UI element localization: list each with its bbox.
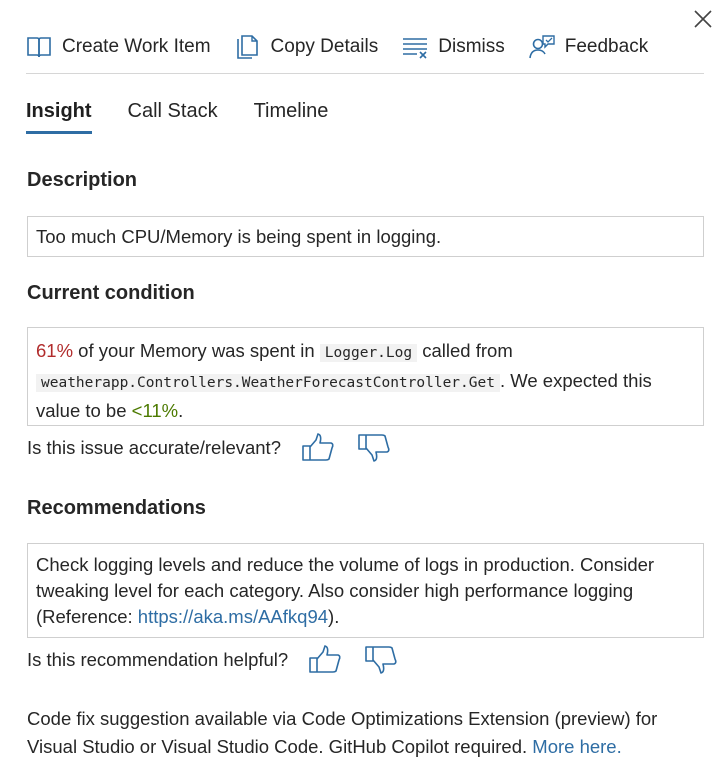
tab-call-stack[interactable]: Call Stack (127, 100, 218, 122)
close-icon[interactable] (692, 8, 714, 30)
thumbs-down-icon[interactable] (357, 433, 391, 463)
recommendations-box (27, 543, 704, 638)
more-here-link[interactable]: More here. (532, 736, 622, 757)
dismiss-list-icon (402, 34, 428, 60)
reference-link[interactable]: https://aka.ms/AAfkq94 (137, 606, 329, 627)
current-condition-box (27, 327, 704, 426)
copy-icon (235, 34, 261, 60)
thumbs-up-icon[interactable] (301, 433, 335, 463)
memory-percent: 61% (36, 340, 74, 361)
condition-text-2: called from (417, 340, 513, 361)
book-icon (26, 34, 52, 60)
feedback-label: Feedback (564, 35, 649, 57)
code-fix-text: Code fix suggestion available via Code Optimizations Extension (preview) for Visual Studio or Visual Studio Code. GitHub Copilot required. (27, 708, 658, 757)
create-work-item-button[interactable] (26, 34, 211, 60)
current-condition-heading: Current condition (27, 282, 195, 304)
description-text: Too much CPU/Memory is being spent in logging. (36, 226, 442, 247)
thumbs-up-icon[interactable] (308, 645, 342, 675)
caller-code: weatherapp.Controllers.WeatherForecastController.Get (36, 374, 500, 392)
create-work-item-label: Create Work Item (62, 35, 211, 57)
thumbs-down-icon[interactable] (364, 645, 398, 675)
issue-question: Is this issue accurate/relevant? (27, 437, 281, 458)
expected-value: <11% (131, 400, 179, 421)
condition-text-3: . We expected this value to be (36, 370, 652, 421)
recommendation-feedback-row (27, 645, 398, 675)
condition-text-1: of your Memory was spent in (73, 340, 320, 361)
condition-text-4: . (178, 400, 184, 421)
description-box (27, 216, 704, 257)
recommendations-heading: Recommendations (27, 497, 206, 519)
dismiss-label: Dismiss (438, 35, 505, 57)
code-fix-note (27, 705, 706, 761)
issue-feedback-row (27, 433, 391, 463)
dismiss-button[interactable] (402, 34, 505, 60)
copy-details-label: Copy Details (270, 35, 379, 57)
tab-timeline[interactable]: Timeline (253, 100, 329, 122)
recommendation-text-1: Check logging levels and reduce the volume of logs in production. Consider tweaking level for each category. Also consider high performance logging (Reference: (36, 554, 655, 627)
copy-details-button[interactable] (235, 34, 379, 60)
description-heading: Description (27, 169, 138, 191)
recommendation-text-2: ). (328, 606, 340, 627)
feedback-button[interactable] (529, 34, 648, 60)
tab-insight[interactable]: Insight (26, 100, 92, 134)
feedback-person-icon (529, 34, 555, 60)
method-code: Logger.Log (320, 344, 417, 362)
recommendation-question: Is this recommendation helpful? (27, 649, 289, 670)
toolbar (26, 30, 704, 74)
tab-bar (26, 100, 328, 134)
